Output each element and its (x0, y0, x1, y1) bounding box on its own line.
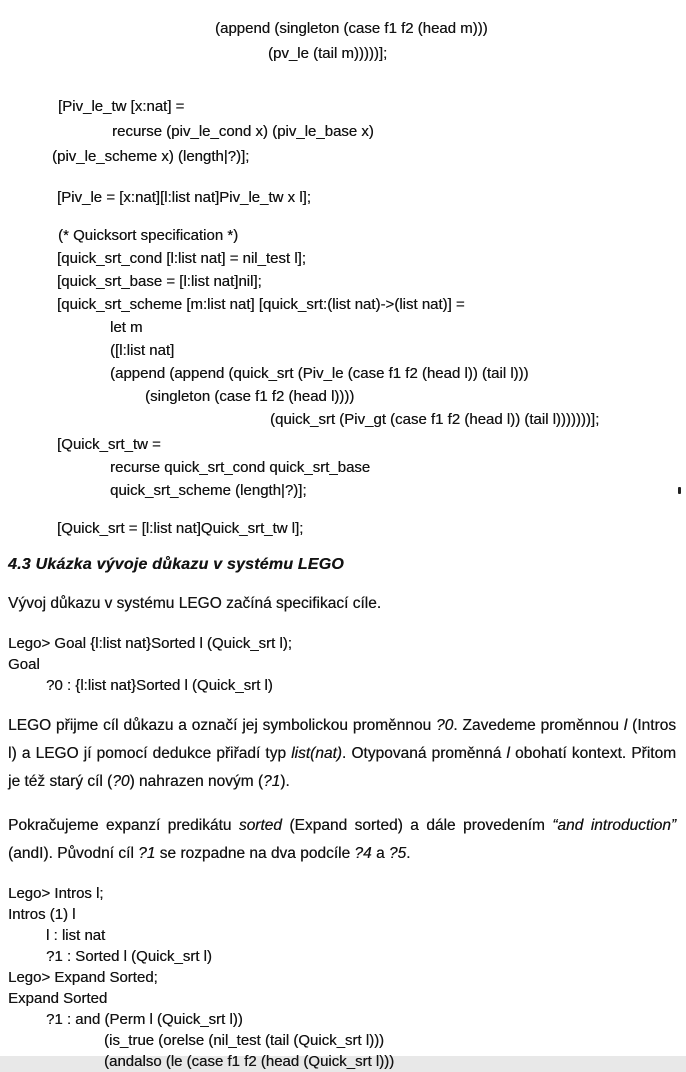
paragraph-segment: (Intros l) a LEGO jí pomocí dedukce přiřadí typ (8, 717, 676, 762)
paragraph-segment: (andI). Původní cíl (8, 844, 139, 862)
paragraph-segment: . (406, 844, 411, 862)
section-heading: 4.3 Ukázka vývoje důkazu v systému LEGO (8, 556, 344, 573)
paragraph-segment: a (371, 844, 389, 862)
transcript-line-andalso: (andalso (le (case f1 f2 (head (Quick_srt l))) (104, 1053, 395, 1070)
code-block-pv-le-continuation (0, 0, 686, 66)
code-block-quick-srt-tw (0, 433, 686, 502)
code-line-piv-le-tw-recurse: recurse (piv_le_cond x) (piv_le_base x) (112, 123, 374, 140)
transcript-line-context: l : list nat (46, 927, 106, 944)
paragraph-lego-accepts-goal (0, 712, 686, 796)
code-line-comment: (* Quicksort specification *) (58, 227, 239, 244)
code-block-piv-le (0, 185, 686, 210)
paragraph-segment: ). (280, 773, 290, 790)
paragraph-segment: ?0 (112, 773, 130, 790)
paragraph-segment: l (623, 717, 628, 734)
transcript-goal (0, 633, 686, 696)
code-line-quick-srt-tw-scheme: quick_srt_scheme (length|?)]; (110, 482, 307, 499)
paragraph-segment: “and introduction” (552, 816, 676, 834)
code-line-quick-srt-cond: [quick_srt_cond [l:list nat] = nil_test l]; (57, 250, 306, 267)
paragraph-segment: l (506, 745, 510, 762)
code-line-piv-le-tw-head: [Piv_le_tw [x:nat] = (58, 98, 185, 115)
transcript-line-intros-prompt: Lego> Intros l; (8, 885, 104, 902)
paragraph-segment: (Expand sorted) a dále provedením (281, 816, 553, 834)
paragraph-expand-sorted (0, 812, 686, 868)
paragraph-segment: ?5 (388, 844, 407, 862)
transcript-line-expand-prompt: Lego> Expand Sorted; (8, 969, 158, 986)
transcript-line-goal-1-expanded: ?1 : and (Perm l (Quick_srt l)) (46, 1011, 243, 1028)
intro-sentence: Vývoj důkazu v systému LEGO začíná specifikací cíle. (8, 595, 382, 612)
code-line-append-append: (append (append (quick_srt (Piv_le (case f1 f2 (head l)) (tail l))) (110, 365, 529, 382)
paragraph-segment: list(nat) (291, 745, 342, 762)
code-line-quick-srt-tw-recurse: recurse quick_srt_cond quick_srt_base (110, 459, 371, 476)
transcript-line-intros-echo: Intros (1) l (8, 906, 76, 923)
paragraph-segment: ?1 (138, 844, 156, 862)
transcript-line-goal-1: ?1 : Sorted l (Quick_srt l) (46, 948, 212, 965)
paragraph-segment: ) nahrazen novým ( (129, 773, 263, 790)
paragraph-segment: LEGO přijme cíl důkazu a označí jej symbolickou proměnnou (8, 717, 436, 734)
transcript-line-goal-0: ?0 : {l:list nat}Sorted l (Quick_srt l) (46, 677, 273, 694)
code-line-singleton: (singleton (case f1 f2 (head l)))) (145, 388, 355, 405)
code-line-quick-srt-scheme: [quick_srt_scheme [m:list nat] [quick_srt:(list nat)->(list nat)] = (57, 296, 465, 313)
paragraph-segment: ?0 (435, 717, 454, 734)
transcript-line-goal-prompt: Lego> Goal {l:list nat}Sorted l (Quick_srt l); (8, 635, 292, 652)
code-line-pv-le-tail: (pv_le (tail m)))))]; (268, 45, 388, 62)
paragraph-segment: Pokračujeme expanzí predikátu (8, 816, 239, 834)
scan-artifact-speck (678, 487, 681, 494)
transcript-line-is-true: (is_true (orelse (nil_test (tail (Quick_srt l))) (104, 1032, 385, 1049)
transcript-line-expand-echo: Expand Sorted (8, 990, 108, 1007)
paragraph-segment: ?4 (354, 844, 372, 862)
code-block-quick-srt (0, 516, 686, 541)
paragraph-segment: ?1 (263, 773, 281, 790)
paragraph-segment: . Zavedeme proměnnou (453, 717, 624, 734)
paragraph-segment: obohatí kontext. Přitom je též starý cíl ( (8, 745, 676, 790)
code-line-quick-srt-base: [quick_srt_base = [l:list nat]nil]; (57, 273, 262, 290)
code-block-quicksort-spec (0, 224, 686, 431)
code-line-quick-srt: [Quick_srt = [l:list nat]Quick_srt_tw l]; (57, 520, 304, 537)
code-line-lambda: ([l:list nat] (110, 342, 175, 359)
code-block-piv-le-tw (0, 94, 686, 169)
paragraph-segment: se rozpadne na dva podcíle (155, 844, 355, 862)
code-line-piv-le: [Piv_le = [x:nat][l:list nat]Piv_le_tw x l]; (57, 189, 311, 206)
paragraph-segment: . Otypovaná proměnná (341, 745, 507, 762)
code-line-let-m: let m (110, 319, 143, 336)
transcript-line-goal-echo: Goal (8, 656, 40, 673)
transcript-intros-expand (0, 883, 686, 1072)
code-line-piv-le-tw-scheme: (piv_le_scheme x) (length|?)]; (52, 148, 250, 165)
code-line-quick-srt-tw-head: [Quick_srt_tw = (57, 436, 161, 453)
code-line-append-singleton: (append (singleton (case f1 f2 (head m))) (215, 20, 488, 37)
paragraph-segment: sorted (238, 816, 282, 834)
code-line-quick-srt-piv-gt: (quick_srt (Piv_gt (case f1 f2 (head l)) (tail l)))))))]; (270, 411, 600, 428)
